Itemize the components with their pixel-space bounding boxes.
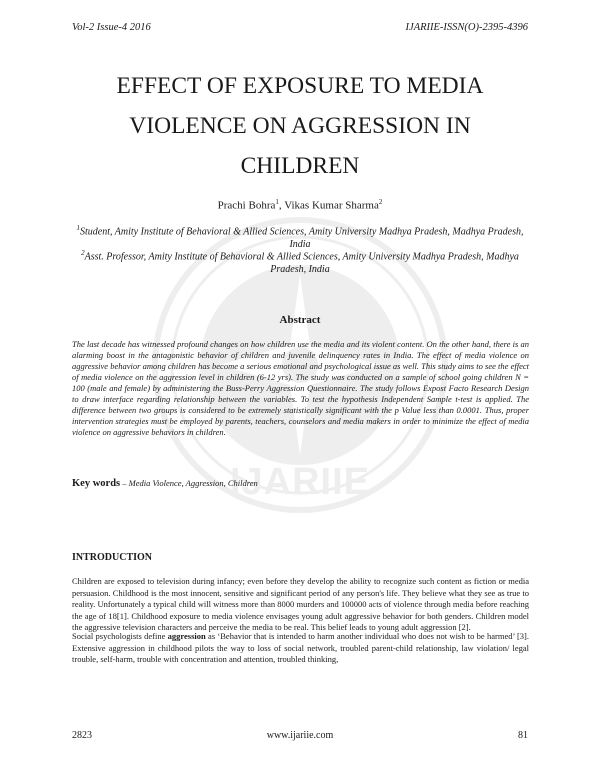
author-sup: 1 [275,198,279,206]
journal-volume: Vol-2 Issue-4 2016 [72,22,151,33]
watermark-text: IJARIIE [229,461,371,503]
author-separator: , [278,199,285,212]
page-number: 81 [518,730,528,741]
keywords-line [72,478,258,489]
author-name: Prachi Bohra [217,199,276,212]
affiliation-sup: 2 [81,249,85,257]
paper-title [60,66,540,186]
abstract-body: The last decade has witnessed profound changes on how children use the media and its violent content. On the other hand, there is an alarming boost in the antagonistic behavior of children and juvenile delinquency rates in India. The effect of media violence on aggressive behavior among children has become a serious emotional and psychological issue as well. This study aims to see the effect of media violence on the aggression level in children (6-12 yrs). The study was conducted on a sample of school going children N = 100 (male and female) by administering the Buss-Perry Aggression Questionnaire. The study follows Expost Facto Research Design to draw interface regarding relationship between the variables. To test the hypothesis Independent Sample t-test is applied. The difference between two groups is considered to be extremely statistically significant with the p Value less than 0.0001. Thus, proper intervention strategies must be employed by parents, teachers, counselors and media makers in order to minimize the effect of media violence on aggressive behaviors in children. [72,339,529,437]
keywords-separator: – [120,478,129,488]
author-name: Vikas Kumar Sharma [284,199,379,212]
paragraph-text: Social psychologists define [72,631,168,641]
keywords-label: Key words [72,478,121,489]
affiliation-2 [72,247,528,276]
abstract-heading: Abstract [279,314,321,326]
title-line-1: EFFECT OF EXPOSURE TO MEDIA [116,73,484,99]
title-line-3: CHILDREN [240,153,360,179]
affiliation-text: Student, Amity Institute of Behavioral & Allied Sciences, Amity University Madhya Pradesh, Madhya Pradesh, India [79,226,524,250]
affiliation-sup: 1 [76,224,80,232]
author-list [60,198,540,212]
keywords-value: Media Violence, Aggression, Children [128,478,258,488]
affiliation-text: Asst. Professor, Amity Institute of Behavioral & Allied Sciences, Amity University Madhya Pradesh, Madhya Pradesh, India [84,251,519,275]
title-line-2: VIOLENCE ON AGGRESSION IN [129,113,471,139]
author-sup: 2 [378,198,383,206]
paragraph [72,631,529,666]
paragraph-bold-term: aggression [167,631,206,641]
footer-id: 2823 [72,730,92,741]
section-heading: INTRODUCTION [72,552,153,563]
journal-issn: IJARIIE-ISSN(O)-2395-4396 [405,22,528,33]
footer-website: www.ijariie.com [266,730,334,741]
paragraph: Children are exposed to television during infancy; even before they develop the ability to recognize such content as fiction or media persuasion. Childhood is the most innocent, sensitive and significant period of any person's life. They believe what they see as true to reality. Unfortunately a typical child will witness more than 8000 murders and 100000 acts of violence through media before reaching the age of 18[1]. Childhood exposure to media violence envisages young adult aggressive behavior for both genders. Children model the aggressive television characters and perceive the media to be real. This belief leads to young adult aggression [2]. [72,576,529,633]
paragraph-text: as ‘Behavior that is intended to harm another individual who does not wish to be harmed’ [3]. Extensive aggression in childhood pilots the way to loss of social network, troubled parent-child relationship, law violation/ legal trouble, self-harm, trouble with concentration and attention, troubled thinking, [72,631,530,665]
